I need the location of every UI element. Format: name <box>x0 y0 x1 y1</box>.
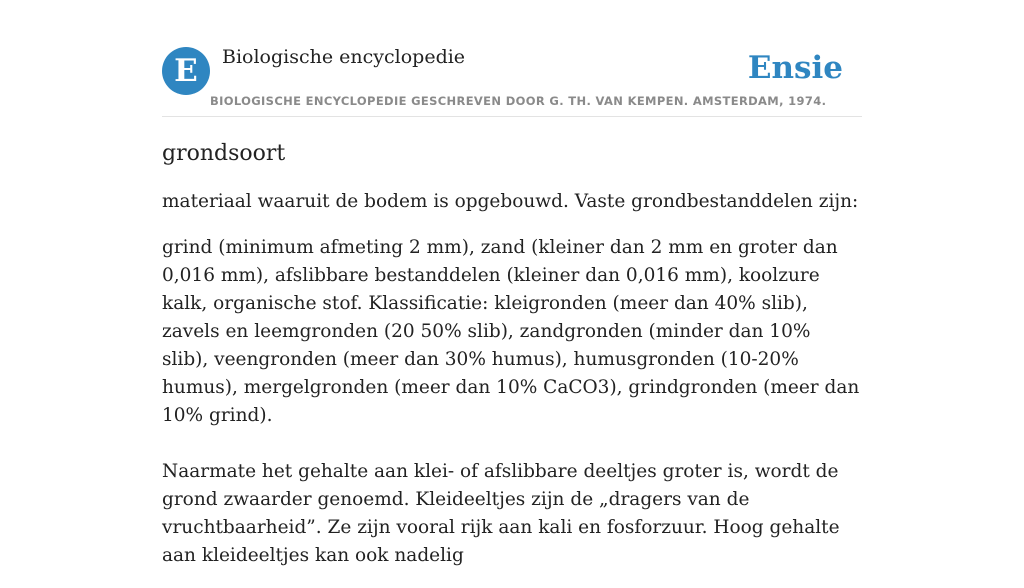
logo-e-icon[interactable]: E <box>162 47 210 95</box>
article-paragraph-2: grind (minimum afmeting 2 mm), zand (kleiner dan 2 mm en groter dan 0,016 mm), afslibbare bestanddelen (kleiner dan 0,016 mm), koolzure kalk, organische stof. Klassificatie: kleigronden (meer dan 40% slib), zavels en leemgronden (20 50% slib), zandgronden (minder dan 10% slib), veengronden (meer dan 30% humus), humusgronden (10-20% humus), mergelgronden (meer dan 10% CaCO3), grindgronden (meer dan 10% grind). <box>162 237 860 426</box>
article-headword: grondsoort <box>162 141 286 166</box>
article-content <box>162 138 862 588</box>
source-subtitle: BIOLOGISCHE ENCYCLOPEDIE GESCHREVEN DOOR G. TH. VAN KEMPEN. AMSTERDAM, 1974. <box>210 94 827 108</box>
header <box>162 44 862 117</box>
article-paragraph-3: Naarmate het gehalte aan klei- of afslibbare deeltjes groter is, wordt de grond zwaarder genoemd. Kleideeltjes zijn de „dragers van de vruchtbaarheid”. Ze zijn vooral rijk aan kali en fosforzuur. Hoog gehalte aan kleideeltjes kan ook nadelig <box>162 461 840 566</box>
article-paragraph-1: materiaal waaruit de bodem is opgebouwd. Vaste grondbestanddelen zijn: <box>162 191 859 212</box>
ensie-logo-link[interactable]: Ensie <box>747 50 843 86</box>
book-title-link[interactable]: Biologische encyclopedie <box>222 46 466 68</box>
